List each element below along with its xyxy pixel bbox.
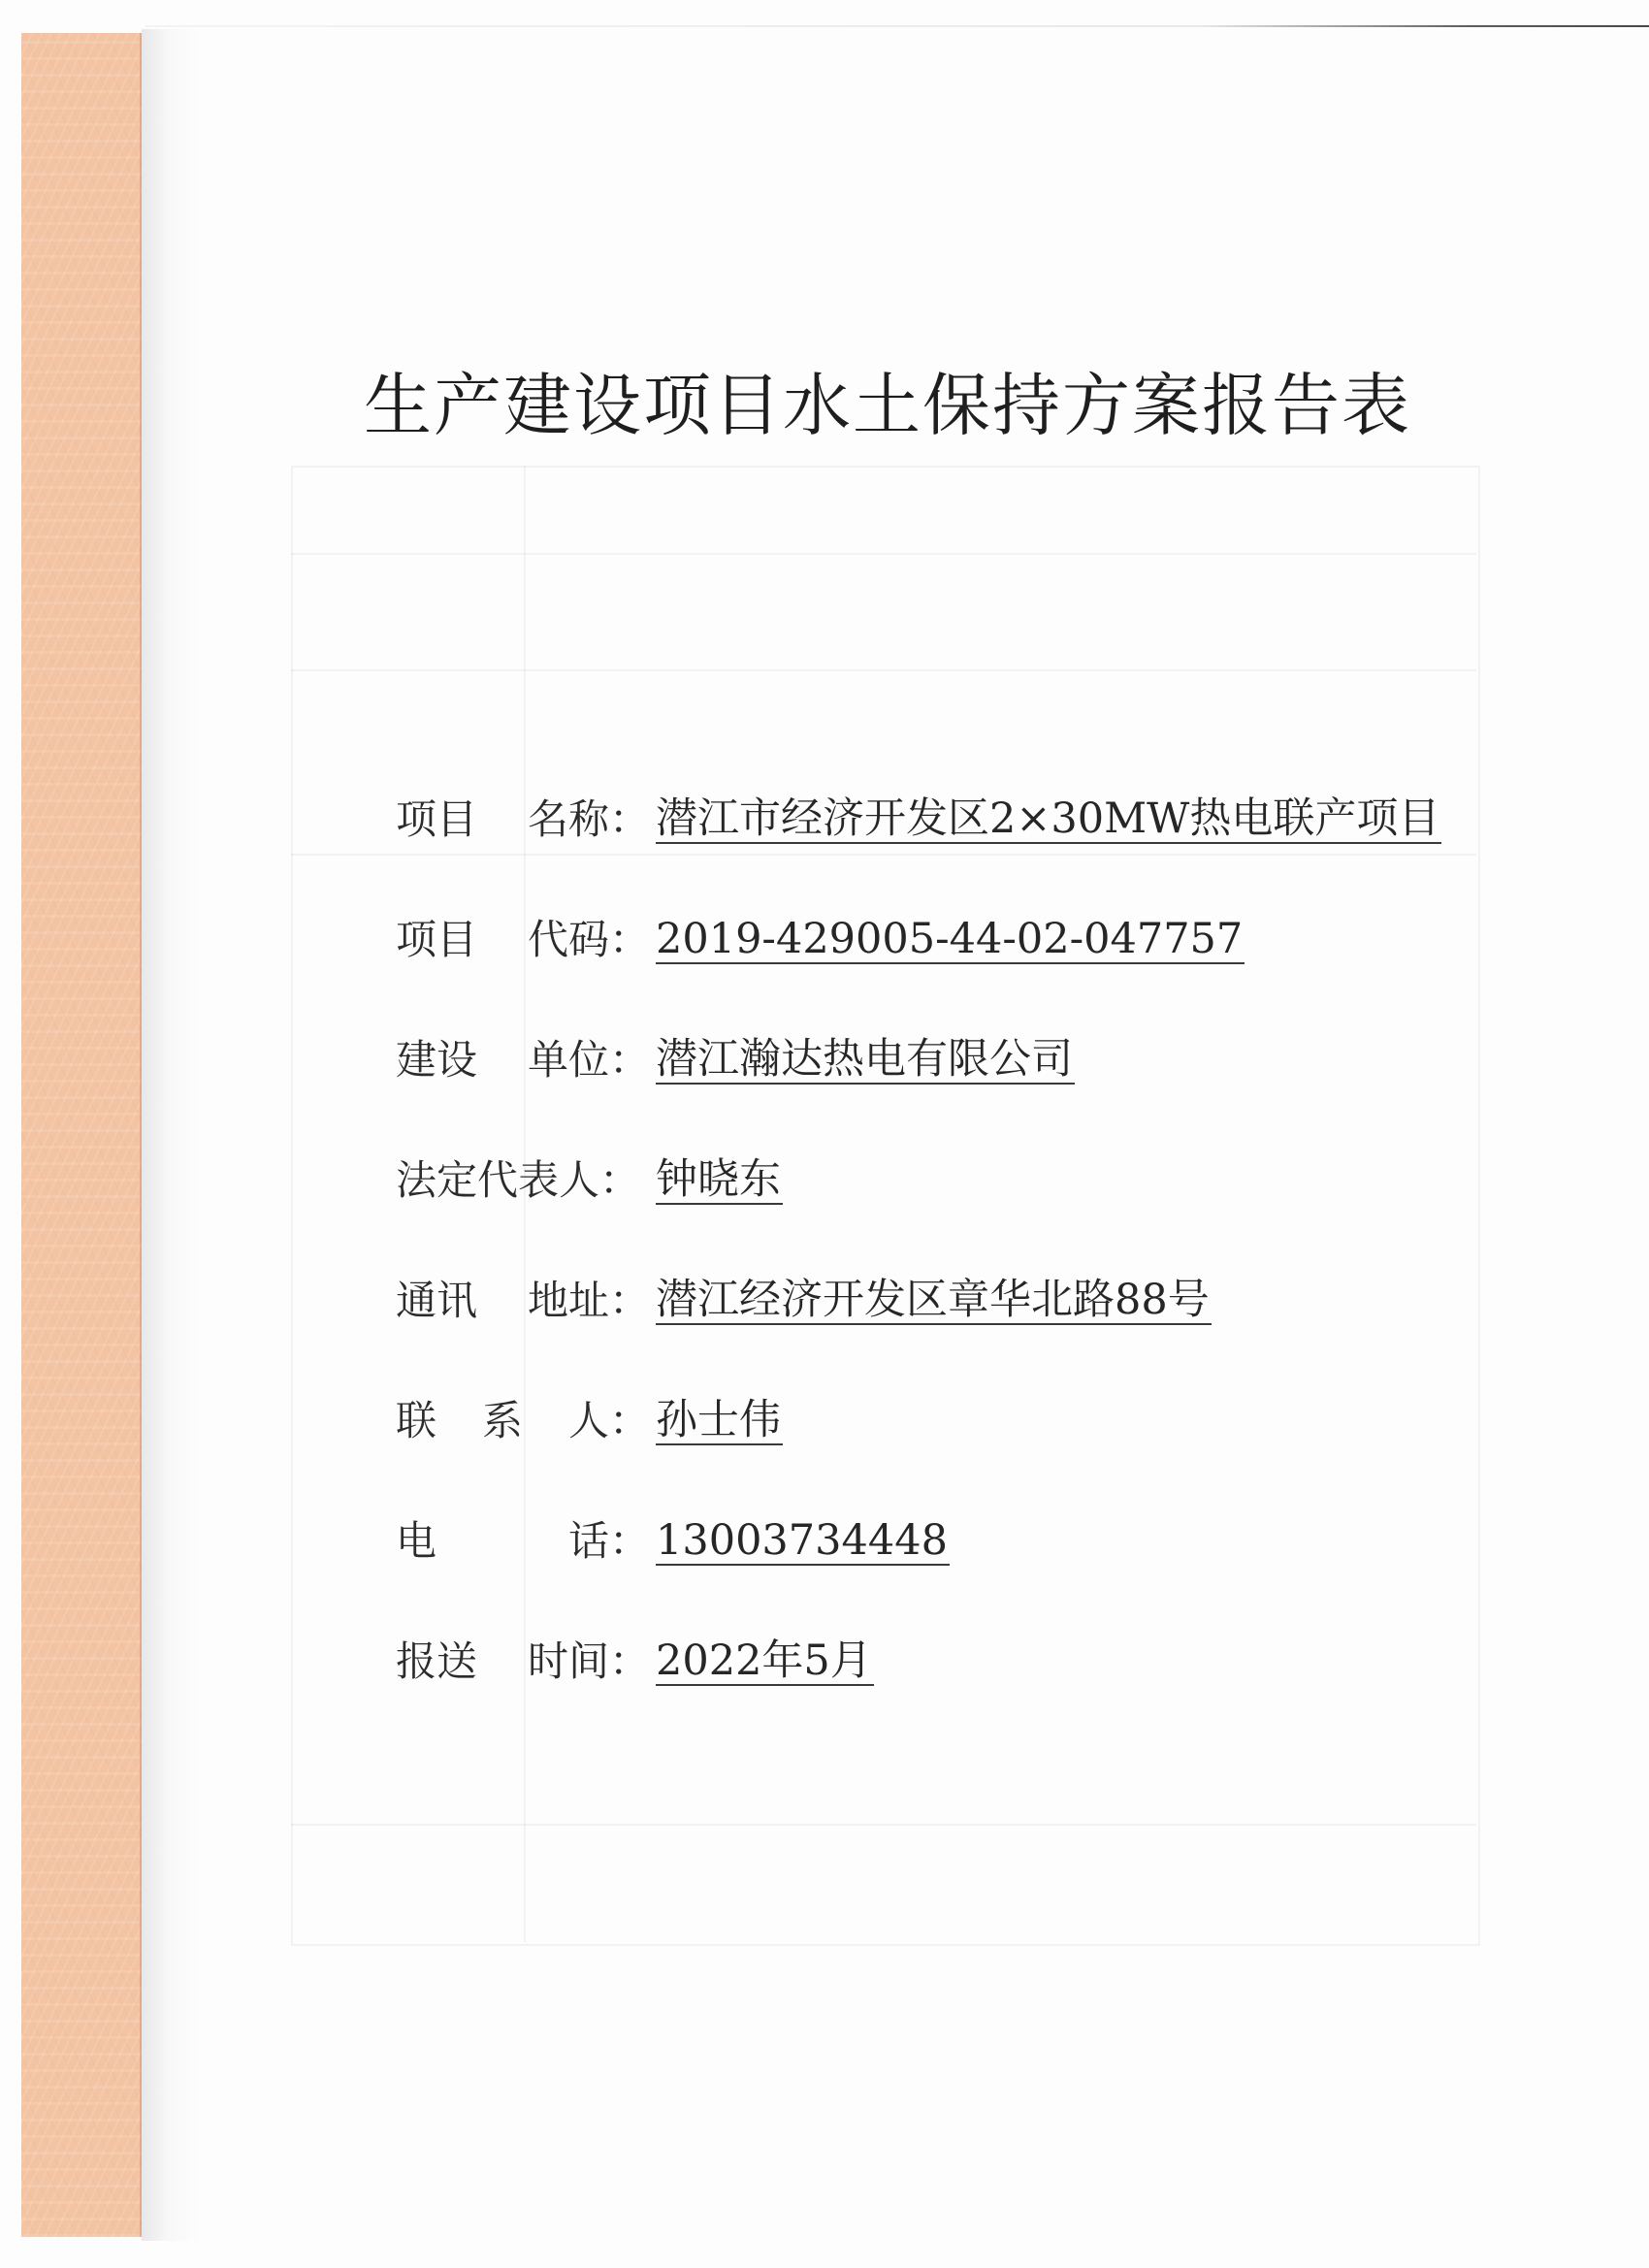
fold-shadow: [142, 29, 200, 2241]
page-title: 生产建设项目水土保持方案报告表: [364, 366, 1411, 445]
field-label-part: 报送: [396, 1637, 478, 1685]
bleed-through-line: [291, 553, 1476, 555]
field-label-part: 时间：: [527, 1637, 650, 1685]
field-label-part: 电: [396, 1517, 437, 1565]
field-row-address: [396, 1274, 1511, 1328]
field-value-project-code: 2019-429005-44-02-047757: [656, 915, 1244, 963]
field-row-project-code: [396, 913, 1511, 967]
field-label-part: 法定代表人：: [396, 1156, 641, 1204]
field-value-contact-person: 孙士伟: [656, 1396, 781, 1444]
field-label-part: 项目: [396, 916, 478, 963]
field-value-phone: 13003734448: [656, 1516, 948, 1565]
field-label: [396, 913, 650, 967]
page-top-edge: [146, 25, 1649, 27]
field-row-phone: [396, 1514, 1511, 1569]
field-label-part: 通讯: [396, 1277, 478, 1324]
field-label-part: 地址：: [527, 1277, 650, 1324]
field-value-legal-representative: 钟晓东: [656, 1155, 781, 1204]
field-label-part: 人：: [567, 1397, 650, 1444]
field-label: [396, 1153, 650, 1208]
field-label-part: 系: [481, 1397, 523, 1444]
field-label: [396, 1635, 650, 1689]
field-value-submission-date: 2022年5月: [656, 1636, 872, 1685]
field-row-legal-representative: [396, 1153, 1511, 1208]
cover-fields: [396, 793, 1511, 1689]
field-value-project-name: 潜江市经济开发区2×30MW热电联产项目: [656, 794, 1440, 843]
field-label: [396, 1514, 650, 1569]
field-label-part: 代码：: [527, 916, 650, 963]
field-row-project-name: [396, 793, 1511, 847]
field-label-part: 名称：: [527, 795, 650, 843]
field-row-contact-person: [396, 1394, 1511, 1448]
field-value-address: 潜江经济开发区章华北路88号: [656, 1276, 1210, 1324]
field-label-part: 项目: [396, 795, 478, 843]
field-label: [396, 1394, 650, 1448]
field-value-construction-unit: 潜江瀚达热电有限公司: [656, 1035, 1073, 1084]
bleed-through-line: [291, 1824, 1476, 1826]
field-label: [396, 793, 650, 847]
field-row-construction-unit: [396, 1033, 1511, 1087]
field-label-part: 联: [396, 1397, 437, 1444]
bleed-through-line: [291, 669, 1476, 671]
binding-strip: [21, 33, 142, 2237]
field-label-part: 单位：: [527, 1036, 650, 1084]
field-label-part: 话：: [567, 1517, 650, 1565]
field-row-submission-date: [396, 1635, 1511, 1689]
field-label-part: 建设: [396, 1036, 478, 1084]
field-label: [396, 1033, 650, 1087]
field-label: [396, 1274, 650, 1328]
